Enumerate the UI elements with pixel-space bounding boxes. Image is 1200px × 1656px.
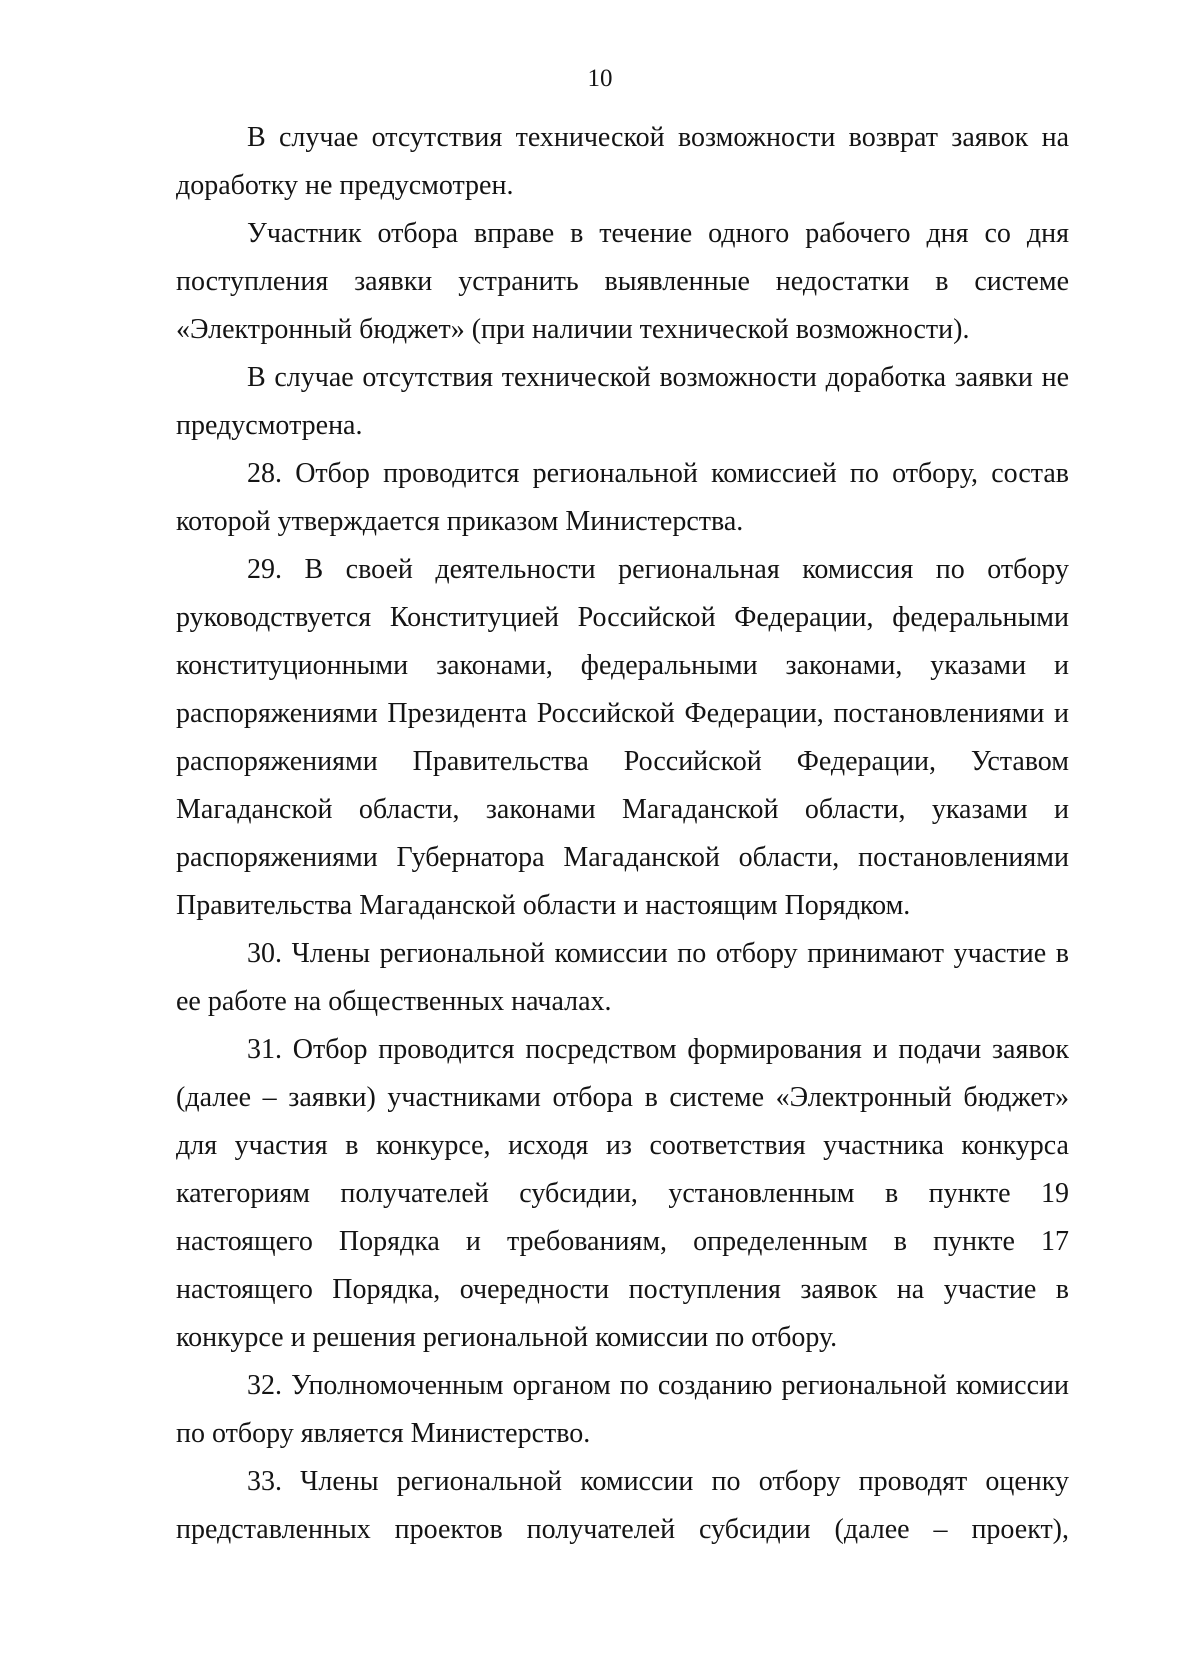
text-line: по отбору является Министерство.: [176, 1418, 591, 1449]
text-line: Участник отбора вправе в течение одного рабочего дня со дня: [247, 218, 1069, 249]
text-line: категориям получателей субсидии, установленным в пункте 19: [176, 1178, 1069, 1209]
text-line: поступления заявки устранить выявленные недостатки в системе: [176, 266, 1069, 297]
text-line: которой утверждается приказом Министерства.: [176, 506, 744, 537]
paragraph-32: [176, 1362, 1069, 1458]
document-body: [176, 114, 1069, 1554]
text-line: ее работе на общественных началах.: [176, 986, 612, 1017]
text-line: для участия в конкурсе, исходя из соответствия участника конкурса: [176, 1130, 1069, 1161]
text-line: 28. Отбор проводится региональной комиссией по отбору, состав: [247, 458, 1069, 489]
text-line: представленных проектов получателей субсидии (далее – проект),: [176, 1514, 1069, 1545]
text-line: Правительства Магаданской области и настоящим Порядком.: [176, 890, 911, 921]
text-line: распоряжениями Правительства Российской Федерации, Уставом: [176, 746, 1069, 777]
text-line: (далее – заявки) участниками отбора в системе «Электронный бюджет»: [176, 1082, 1069, 1113]
page-number: 10: [587, 65, 613, 92]
text-line: руководствуется Конституцией Российской Федерации, федеральными: [176, 602, 1069, 633]
text-line: распоряжениями Губернатора Магаданской области, постановлениями: [176, 842, 1069, 873]
text-line: предусмотрена.: [176, 410, 363, 441]
text-line: 29. В своей деятельности региональная комиссия по отбору: [247, 554, 1069, 585]
paragraph-29: [176, 546, 1069, 930]
text-line: конкурсе и решения региональной комиссии по отбору.: [176, 1322, 838, 1353]
paragraph: [176, 354, 1069, 450]
text-line: настоящего Порядка, очередности поступления заявок на участие в: [176, 1274, 1069, 1305]
text-line: Магаданской области, законами Магаданской области, указами и: [176, 794, 1069, 825]
paragraph: [176, 210, 1069, 354]
text-line: В случае отсутствия технической возможности возврат заявок на: [247, 122, 1069, 153]
text-line: настоящего Порядка и требованиям, определенным в пункте 17: [176, 1226, 1069, 1257]
text-line: 31. Отбор проводится посредством формирования и подачи заявок: [247, 1034, 1069, 1065]
text-line: 33. Члены региональной комиссии по отбору проводят оценку: [247, 1466, 1069, 1497]
text-line: 32. Уполномоченным органом по созданию региональной комиссии: [247, 1370, 1069, 1401]
text-line: 30. Члены региональной комиссии по отбору принимают участие в: [247, 938, 1069, 969]
paragraph-28: [176, 450, 1069, 546]
text-line: распоряжениями Президента Российской Федерации, постановлениями и: [176, 698, 1069, 729]
text-line: конституционными законами, федеральными законами, указами и: [176, 650, 1069, 681]
paragraph: [176, 114, 1069, 210]
paragraph-33: [176, 1458, 1069, 1554]
paragraph-31: [176, 1026, 1069, 1362]
text-line: «Электронный бюджет» (при наличии технической возможности).: [176, 314, 970, 345]
text-line: доработку не предусмотрен.: [176, 170, 514, 201]
paragraph-30: [176, 930, 1069, 1026]
text-line: В случае отсутствия технической возможности доработка заявки не: [247, 362, 1069, 393]
